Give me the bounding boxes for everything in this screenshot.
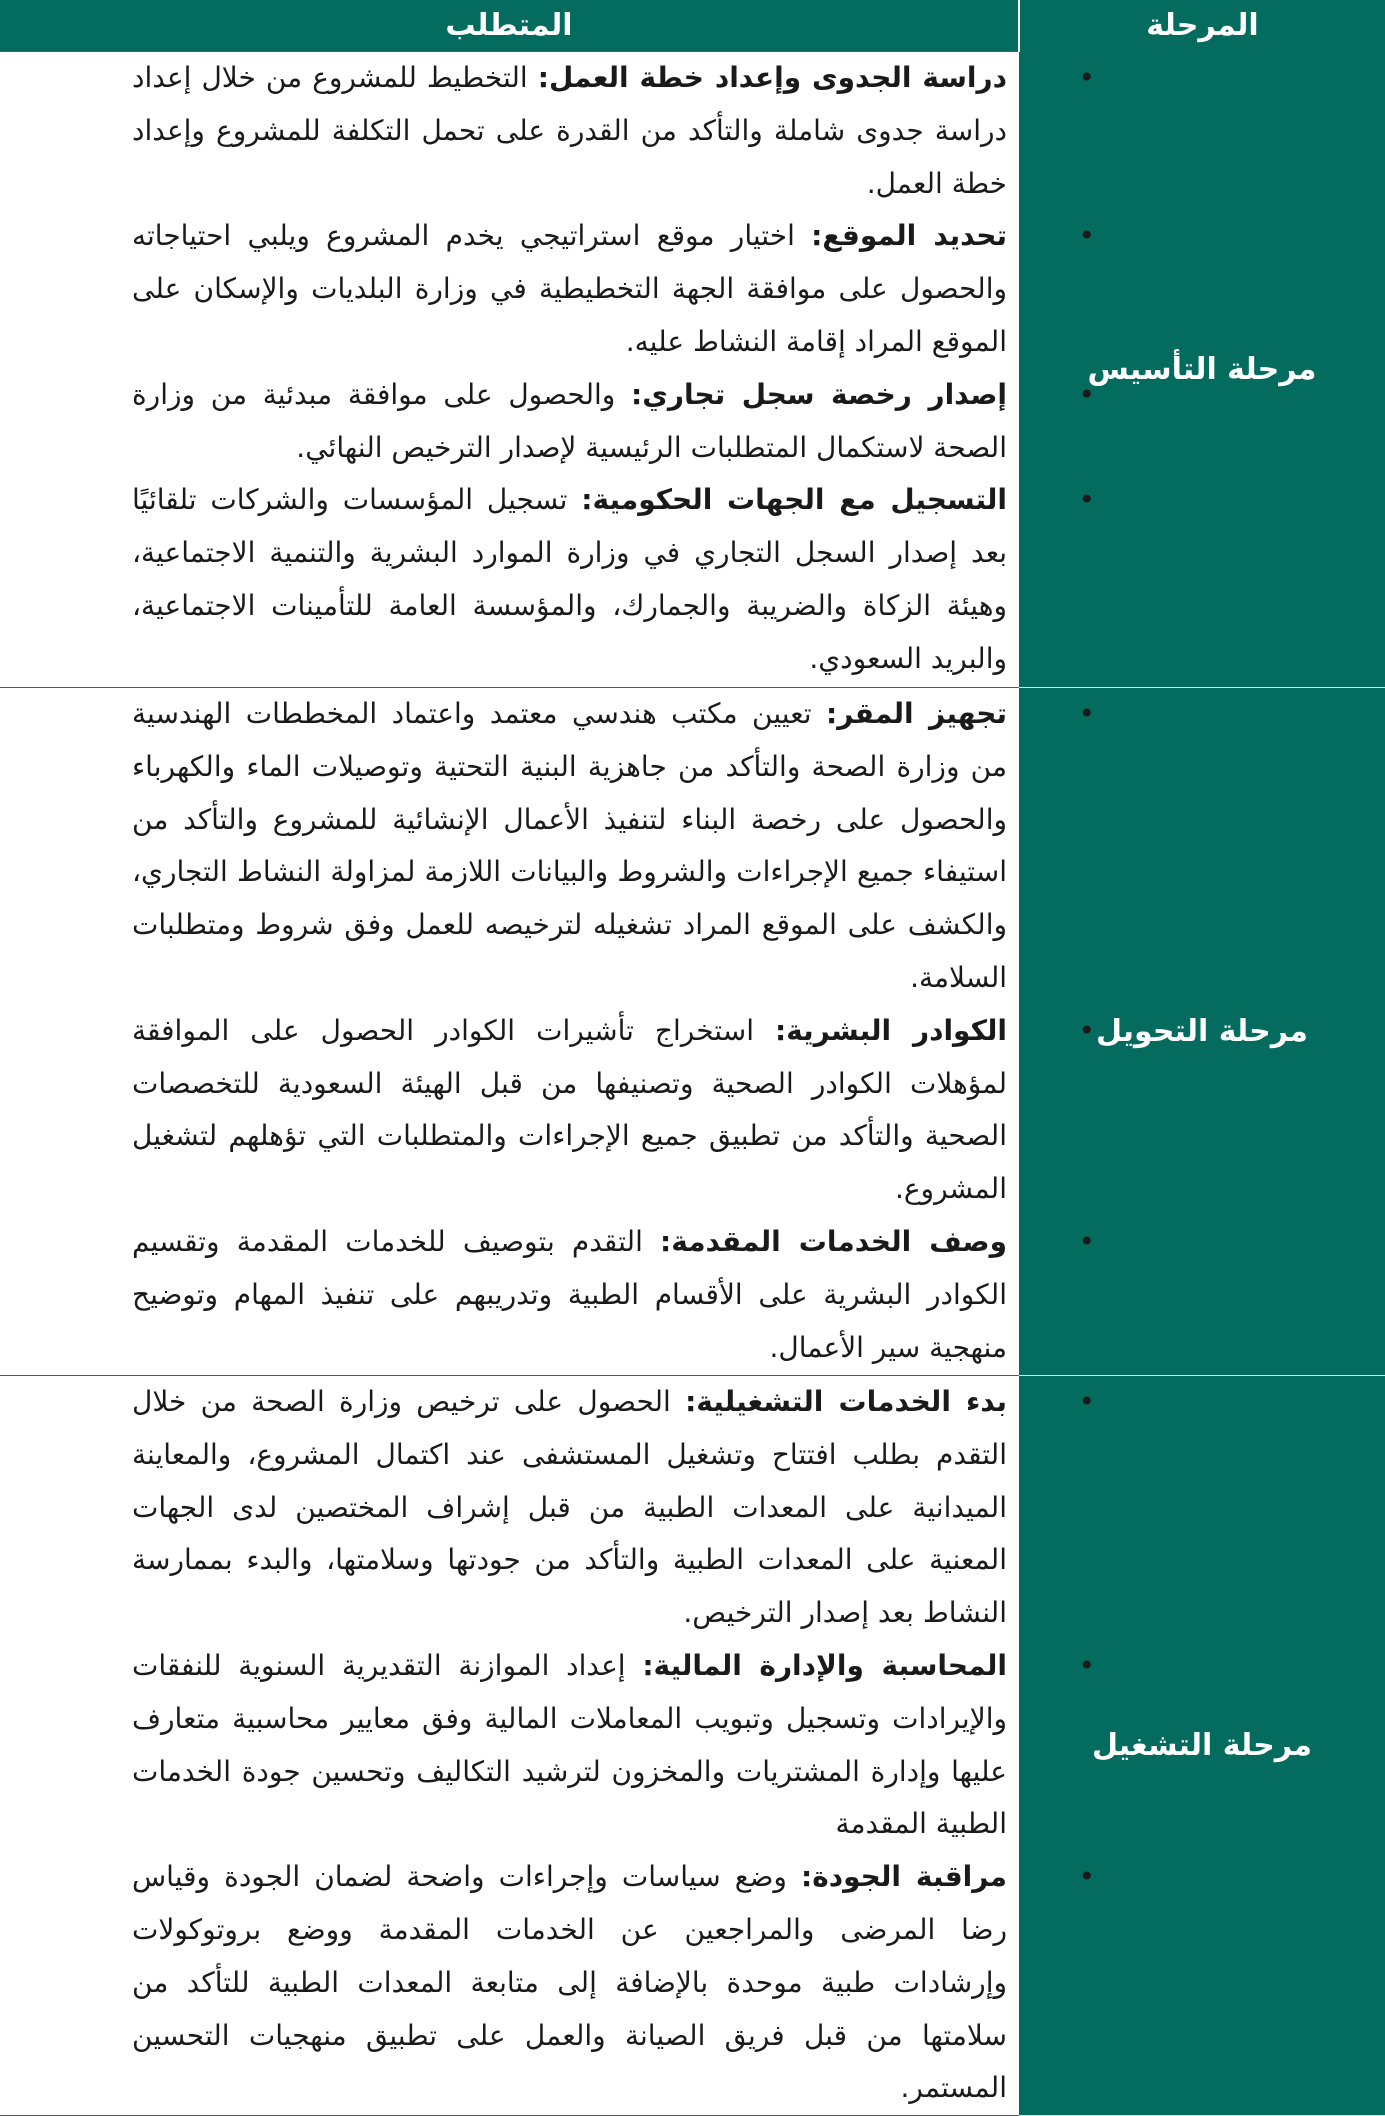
item-text: إعداد الموازنة التقديرية السنوية للنفقات والإيرادات وتسجيل وتبويب المعاملات المالية وفق معايير محاسبية متعارف عليها وإدارة المشتريات والمخزون لترشيد التكاليف وتحسين جودة الخدمات الطبية المقدمة xyxy=(132,1648,1007,1841)
bullet-icon: • xyxy=(1078,219,1095,253)
requirements-list xyxy=(132,52,1095,686)
item-text: وضع سياسات وإجراءات واضحة لضمان الجودة وقياس رضا المرضى والمراجعين عن الخدمات المقدمة ووضع بروتوكولات وإرشادات طبية موحدة بالإضافة إلى متابعة المعدات الطبية للتأكد من سلامتها من قبل فريق الصيانة والعمل على تطبيق منهجيات التحسين المستمر. xyxy=(132,1860,1007,2105)
bullet-icon: • xyxy=(1078,483,1095,517)
phase-cell: مرحلة التأسيس xyxy=(1019,52,1385,688)
bullet-icon: • xyxy=(1078,61,1095,94)
item-title: تجهيز المقر: xyxy=(826,697,1007,730)
bullet-icon: • xyxy=(1078,1648,1095,1682)
list-item xyxy=(132,1376,1095,1640)
list-item xyxy=(132,369,1095,475)
header-requirement: المتطلب xyxy=(0,0,1019,52)
requirements-cell xyxy=(0,52,1095,688)
item-title: وصف الخدمات المقدمة: xyxy=(660,1224,1007,1258)
bullet-icon: • xyxy=(1078,1385,1095,1418)
list-item xyxy=(132,474,1095,685)
item-text: التخطيط للمشروع من خلال إعداد دراسة جدوى شاملة والتأكد من القدرة على تحمل التكلفة للمشروع وإعداد خطة العمل. xyxy=(132,61,1007,200)
list-item xyxy=(132,1005,1095,1216)
item-title: الكوادر البشرية: xyxy=(774,1013,1007,1047)
item-text: الحصول على ترخيص وزارة الصحة من خلال التقدم بطلب افتتاح وتشغيل المستشفى عند اكتمال المشروع، والمعاينة الميدانية على المعدات الطبية من قبل إشراف المختصين لدى الجهات المعنية على المعدات الطبية والتأكد من جودتها وسلامتها، والبدء بممارسة النشاط بعد إصدار الترخيص. xyxy=(132,1385,1007,1630)
bullet-icon: • xyxy=(1078,377,1095,411)
item-text: اختيار موقع استراتيجي يخدم المشروع ويلبي احتياجاته والحصول على موافقة الجهة التخطيطية في وزارة البلديات والإسكان على الموقع المراد إقامة النشاط عليه. xyxy=(132,219,1007,358)
item-text: والحصول على موافقة مبدئية من وزارة الصحة لاستكمال المتطلبات الرئيسية لإصدار الترخيص النهائي. xyxy=(132,377,1007,464)
item-text: تسجيل المؤسسات والشركات تلقائيًا بعد إصدار السجل التجاري في وزارة الموارد البشرية والتنمية الاجتماعية، وهيئة الزكاة والضريبة والجمارك، والمؤسسة العامة للتأمينات الاجتماعية، والبريد السعودي. xyxy=(132,483,1007,675)
item-title: التسجيل مع الجهات الحكومية: xyxy=(581,483,1007,517)
item-title: تحديد الموقع: xyxy=(811,219,1007,253)
item-title: إصدار رخصة سجل تجاري: xyxy=(631,377,1007,411)
list-item xyxy=(132,1216,1095,1374)
requirements-cell xyxy=(0,1376,1095,2116)
header-phase: المرحلة xyxy=(1019,0,1385,52)
item-text: تعيين مكتب هندسي معتمد واعتماد المخططات الهندسية من وزارة الصحة والتأكد من جاهزية البنية التحتية وتوصيلات الماء والكهرباء والحصول على رخصة البناء لتنفيذ الأعمال الإنشائية للمشروع والتأكد من استيفاء جميع الإجراءات والشروط والبيانات اللازمة لمزاولة النشاط التجاري، والكشف على الموقع المراد تشغيله لترخيصه للعمل وفق شروط ومتطلبات السلامة. xyxy=(132,697,1007,994)
list-item xyxy=(132,688,1095,1005)
item-title: دراسة الجدوى وإعداد خطة العمل: xyxy=(537,61,1007,94)
table-header-row xyxy=(0,0,1385,52)
requirements-list xyxy=(132,688,1095,1374)
phase-cell: مرحلة التشغيل xyxy=(1019,1376,1385,2116)
table-row xyxy=(0,1376,1385,2116)
bullet-icon: • xyxy=(1078,1860,1095,1894)
item-text: استخراج تأشيرات الكوادر الحصول على الموافقة لمؤهلات الكوادر الصحية وتصنيفها من قبل الهيئة السعودية للتخصصات الصحية والتأكد من تطبيق جميع الإجراءات والمتطلبات التي تؤهلهم لتشغيل المشروع. xyxy=(132,1013,1007,1206)
item-title: بدء الخدمات التشغيلية: xyxy=(685,1385,1007,1418)
table-row xyxy=(0,688,1385,1376)
table-row xyxy=(0,52,1385,688)
bullet-icon: • xyxy=(1078,697,1095,730)
phase-cell: مرحلة التحويل xyxy=(1019,688,1385,1376)
bullet-icon: • xyxy=(1078,1224,1095,1258)
list-item xyxy=(132,52,1095,210)
item-title: مراقبة الجودة: xyxy=(801,1860,1007,1894)
bullet-icon: • xyxy=(1078,1013,1095,1047)
requirements-cell xyxy=(0,688,1095,1376)
list-item xyxy=(132,1851,1095,2115)
item-text: التقدم بتوصيف للخدمات المقدمة وتقسيم الكوادر البشرية على الأقسام الطبية وتدريبهم على تنفيذ المهام وتوضيح منهجية سير الأعمال. xyxy=(132,1224,1007,1364)
requirements-list xyxy=(132,1376,1095,2115)
list-item xyxy=(132,1640,1095,1851)
item-title: المحاسبة والإدارة المالية: xyxy=(642,1648,1007,1682)
list-item xyxy=(132,210,1095,368)
